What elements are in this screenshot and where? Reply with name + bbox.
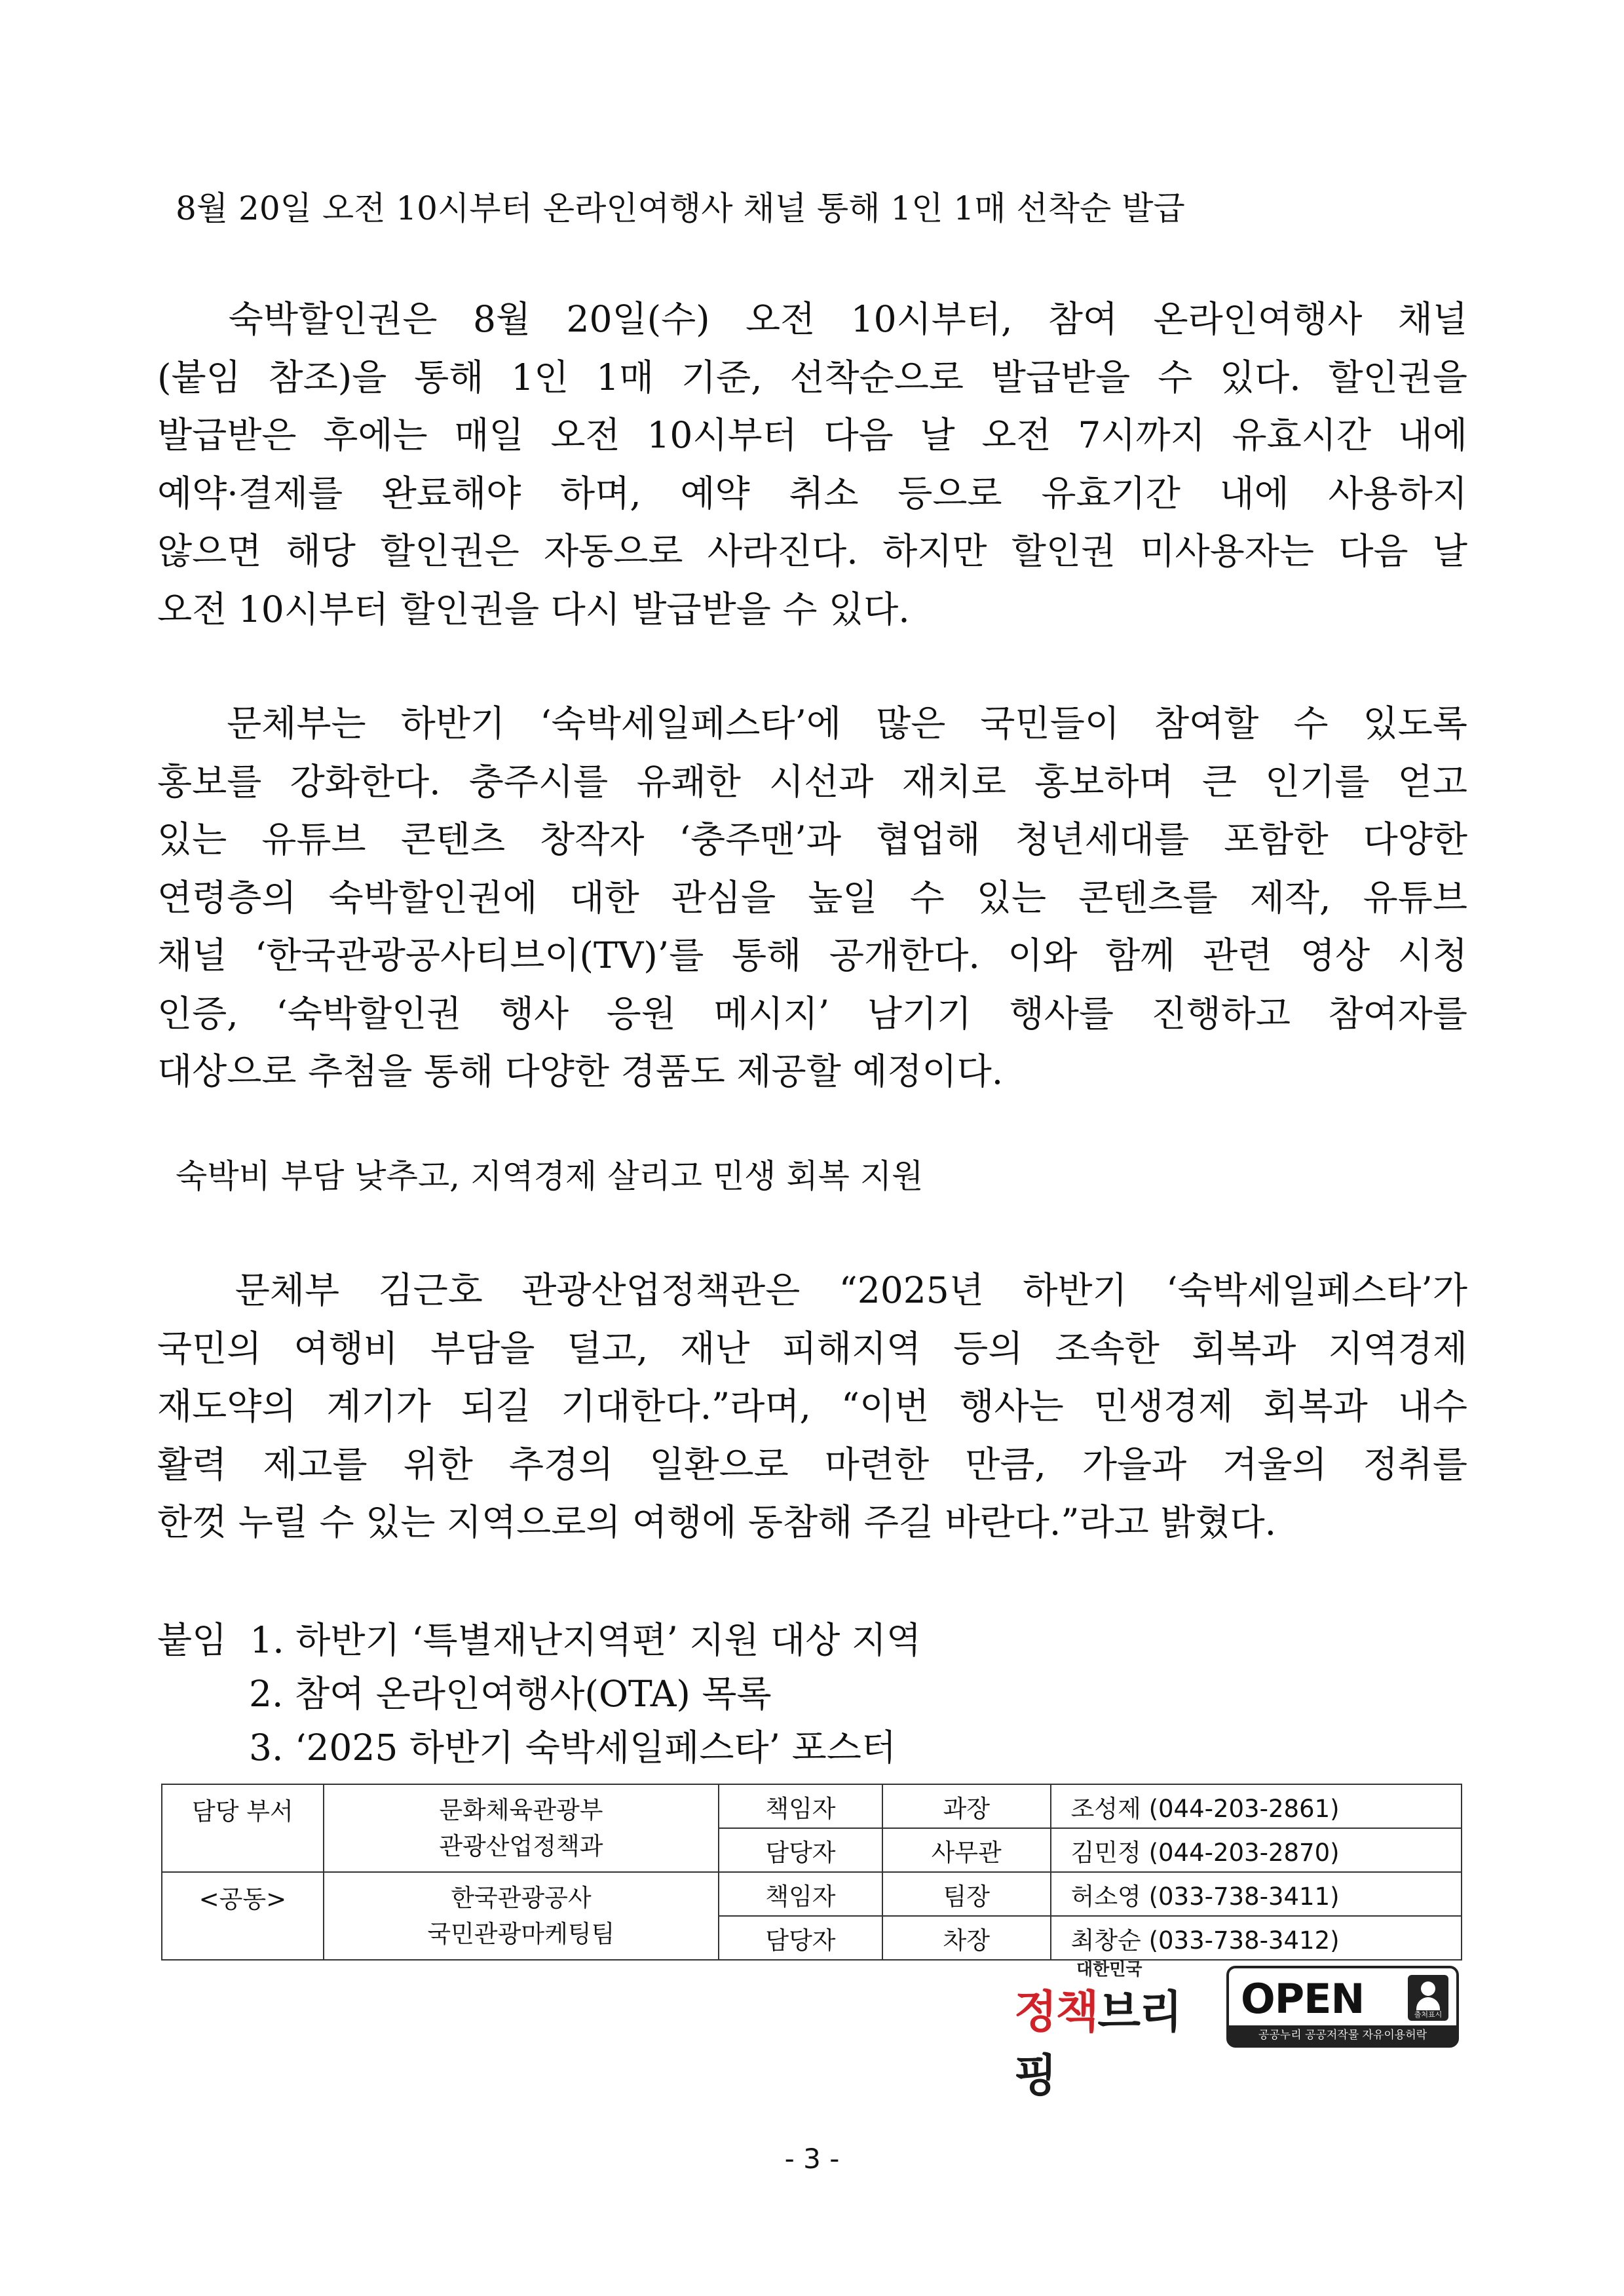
attachment-item: 3. ‘2025 하반기 숙박세일페스타’ 포스터 — [249, 1727, 897, 1769]
paragraph-line: 국민의 여행비 부담을 덜고, 재난 피해지역 등의 조속한 회복과 지역경제 — [157, 1327, 1467, 1369]
paragraph-line: 발급받은 후에는 매일 오전 10시부터 다음 날 오전 7시까지 유효시간 내에 — [157, 414, 1467, 456]
paragraph-line: 활력 제고를 위한 추경의 일환으로 마련한 만큼, 가을과 겨울의 정취를 — [157, 1443, 1467, 1485]
attachments-list — [157, 1613, 1336, 1774]
contact-department: 한국관광공사 국민관광마케팅팀 — [324, 1872, 719, 1960]
table-row — [162, 1784, 1462, 1828]
contact-title: 팀장 — [882, 1872, 1051, 1916]
paragraph-line: 재도약의 계기가 되길 기대한다.”라며, “이번 행사는 민생경제 회복과 내수 — [157, 1385, 1467, 1427]
paragraph-line: 채널 ‘한국관광공사티브이(TV)’를 통해 공개한다. 이와 함께 관련 영상 시청 — [157, 934, 1467, 976]
paragraph-line: 숙박할인권은 8월 20일(수) 오전 10시부터, 참여 온라인여행사 채널 — [157, 298, 1467, 340]
kogl-open-license-logo: OPEN 출처표시 공공누리 공공저작물 자유이용허락 — [1226, 1966, 1459, 2048]
contact-title: 차장 — [882, 1916, 1051, 1960]
contact-department: 문화체육관광부 관광산업정책과 — [324, 1784, 719, 1872]
paragraph-line: 오전 10시부터 할인권을 다시 발급받을 수 있다. — [157, 588, 910, 630]
paragraph-line: 연령층의 숙박할인권에 대한 관심을 높일 수 있는 콘텐츠를 제작, 유튜브 — [157, 876, 1467, 919]
paragraph-line: 문체부는 하반기 ‘숙박세일페스타’에 많은 국민들이 참여할 수 있도록 — [157, 702, 1467, 744]
korea-policy-briefing-logo: 대한민국 정책브리핑 — [1014, 1960, 1181, 2102]
section-heading-recovery: 숙박비 부담 낮추고, 지역경제 살리고 민생 회복 지원 — [176, 1157, 924, 1195]
contact-role: 책임자 — [719, 1784, 882, 1828]
contact-name: 김민정 (044-203-2870) — [1051, 1828, 1462, 1872]
contact-group-label: <공동> — [162, 1872, 324, 1960]
page-number: - 3 - — [784, 2143, 840, 2175]
paragraph-quote — [157, 1261, 1467, 1552]
attribution-person-icon: 출처표시 — [1408, 1975, 1448, 2021]
paragraph-line: 있는 유튜브 콘텐츠 창작자 ‘충주맨’과 협업해 청년세대를 포함한 다양한 — [157, 818, 1467, 860]
contact-group-label: 담당 부서 — [162, 1784, 324, 1872]
paragraph-line: 예약·결제를 완료해야 하며, 예약 취소 등으로 유효기간 내에 사용하지 — [157, 472, 1467, 514]
paragraph-promotion — [157, 695, 1467, 1101]
table-row — [162, 1872, 1462, 1916]
paragraph-line: 홍보를 강화한다. 충주시를 유쾌한 시선과 재치로 홍보하며 큰 인기를 얻고 — [157, 760, 1467, 803]
paragraph-line: 대상으로 추첨을 통해 다양한 경품도 제공할 예정이다. — [157, 1050, 1004, 1092]
attachments-label: 붙임 — [157, 1619, 227, 1661]
contact-title: 과장 — [882, 1784, 1051, 1828]
paragraph-line: 문체부 김근호 관광산업정책관은 “2025년 하반기 ‘숙박세일페스타’가 — [157, 1269, 1467, 1311]
paragraph-line: 인증, ‘숙박할인권 행사 응원 메시지’ 남기기 행사를 진행하고 참여자를 — [157, 992, 1467, 1035]
contact-title: 사무관 — [882, 1828, 1051, 1872]
contact-role: 담당자 — [719, 1828, 882, 1872]
contact-name: 최창순 (033-738-3412) — [1051, 1916, 1462, 1960]
attachment-item: 붙임 1. 하반기 ‘특별재난지역편’ 지원 대상 지역 — [157, 1619, 922, 1661]
paragraph-line: 한껏 누릴 수 있는 지역으로의 여행에 동참해 주길 바란다.”라고 밝혔다. — [157, 1501, 1277, 1543]
contact-table — [161, 1784, 1462, 1961]
contact-role: 책임자 — [719, 1872, 882, 1916]
attachment-item: 2. 참여 온라인여행사(OTA) 목록 — [249, 1673, 772, 1715]
paragraph-line: (붙임 참조)을 통해 1인 1매 기준, 선착순으로 발급받을 수 있다. 할인권을 — [157, 356, 1467, 398]
paragraph-issuance — [157, 290, 1467, 638]
kogl-license-text: 공공누리 공공저작물 자유이용허락 — [1229, 2025, 1456, 2045]
paragraph-line: 않으면 해당 할인권은 자동으로 사라진다. 하지만 할인권 미사용자는 다음 날 — [157, 530, 1467, 572]
section-heading-issuance: 8월 20일 오전 10시부터 온라인여행사 채널 통해 1인 1매 선착순 발급 — [176, 189, 1185, 227]
contact-role: 담당자 — [719, 1916, 882, 1960]
contact-name: 허소영 (033-738-3411) — [1051, 1872, 1462, 1916]
contact-name: 조성제 (044-203-2861) — [1051, 1784, 1462, 1828]
